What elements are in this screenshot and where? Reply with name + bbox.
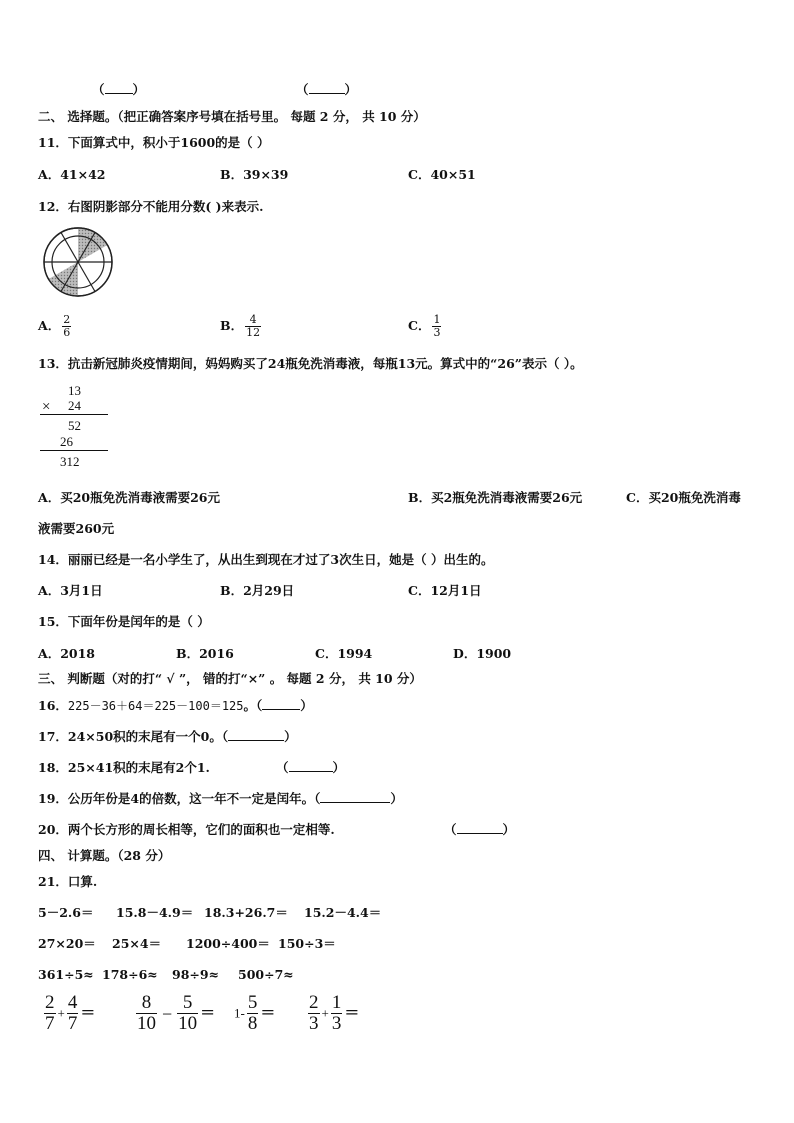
fraction: [245, 314, 261, 339]
fraction: [177, 993, 198, 1034]
calc-item: 27×20＝: [38, 936, 96, 951]
partial-product-2: 26: [60, 434, 73, 449]
question-text: 17．24×50积的末尾有一个0。（: [38, 729, 229, 744]
q12-option-a[interactable]: [38, 314, 73, 339]
plus-sign: +: [57, 1005, 65, 1021]
numerator: 4: [67, 992, 78, 1013]
section-2-title: 二、 选择题。（把正确答案序号填在括号里。 每题 2 分， 共 10 分）: [38, 109, 426, 124]
fraction: [432, 314, 441, 339]
expression: 225－36＋64＝225－100＝125: [67, 699, 244, 713]
denominator: 12: [246, 326, 261, 339]
vertical-multiplication: [38, 383, 110, 471]
denominator: 10: [178, 1013, 198, 1034]
plus-sign: +: [321, 1005, 329, 1021]
fraction-expression-4: [306, 993, 359, 1034]
question-text: 18．25×41积的末尾有2个1.: [38, 760, 210, 775]
shaded-circle-figure: [36, 226, 120, 298]
paren-close: ）: [502, 822, 516, 837]
q11-option-a[interactable]: A．41×42: [38, 167, 106, 182]
fraction: [331, 993, 343, 1034]
q21-title: 21．口算.: [38, 874, 98, 889]
q15-option-d[interactable]: D．1900: [453, 646, 512, 661]
q14-option-c[interactable]: C．12月1日: [408, 583, 482, 598]
numerator: 4: [249, 313, 257, 326]
q11-stem: 11．下面算式中，积小于1600的是（ ）: [38, 135, 270, 150]
calc-item: 25×4＝: [112, 936, 162, 951]
answer-blank[interactable]: [228, 729, 284, 741]
paren-close: ）: [284, 729, 297, 744]
paren-close: ）: [132, 82, 146, 97]
fraction: [308, 993, 320, 1034]
fraction: [136, 993, 157, 1034]
fraction-expression-1: [42, 993, 95, 1034]
q15-option-b[interactable]: B．2016: [176, 646, 234, 661]
q11-option-c[interactable]: C．40×51: [408, 167, 476, 182]
denominator: 7: [67, 1013, 78, 1034]
q13-option-b[interactable]: B．买2瓶免洗消毒液需要26元: [408, 490, 583, 505]
paren-close: ）: [332, 760, 346, 775]
paren-open: （: [444, 822, 457, 837]
calc-item: 150÷3＝: [278, 936, 336, 951]
q11-option-b[interactable]: B．39×39: [220, 167, 289, 182]
question-number: 16．: [38, 698, 68, 713]
answer-blank[interactable]: [320, 791, 390, 803]
numerator: 5: [182, 992, 193, 1013]
q15-option-c[interactable]: C．1994: [315, 646, 373, 661]
top-blank-1[interactable]: [92, 82, 145, 98]
q18: [38, 760, 210, 776]
q15-stem: 15．下面年份是闰年的是（ ）: [38, 614, 210, 629]
partial-product-1: 52: [68, 418, 81, 433]
numerator: 5: [247, 992, 258, 1013]
answer-blank[interactable]: [457, 822, 503, 834]
paren-open: （: [92, 82, 105, 97]
q15-option-a[interactable]: A．2018: [38, 646, 95, 661]
fraction: [247, 993, 259, 1034]
section-4-title: 四、 计算题。（28 分）: [38, 848, 171, 863]
q12-stem: 12．右图阴影部分不能用分数( )来表示.: [38, 199, 264, 214]
denominator: 3: [331, 1013, 342, 1034]
q13-option-a[interactable]: A．买20瓶免洗消毒液需要26元: [38, 490, 220, 505]
calc-item: 98÷9≈: [172, 967, 220, 982]
calc-item: 18.3+26.7＝: [204, 905, 288, 920]
question-text: 19．公历年份是4的倍数，这一年不一定是闰年。（: [38, 791, 321, 806]
paren-close: ）: [390, 791, 403, 806]
calc-item: 361÷5≈: [38, 967, 94, 982]
answer-blank[interactable]: [309, 82, 345, 94]
answer-blank[interactable]: [289, 760, 333, 772]
option-label: A．: [38, 318, 61, 333]
multiplicand: 13: [68, 383, 81, 398]
q12-option-c[interactable]: [408, 314, 443, 339]
denominator: 8: [247, 1013, 258, 1034]
q14-option-a[interactable]: A．3月1日: [38, 583, 103, 598]
equals-sign: ＝: [260, 1005, 276, 1022]
numerator: 1: [433, 313, 441, 326]
numerator: 8: [141, 992, 152, 1013]
q20: [38, 822, 335, 838]
q12-option-b[interactable]: [220, 314, 263, 339]
fraction: [44, 993, 56, 1034]
equals-sign: ＝: [344, 1005, 360, 1022]
answer-blank[interactable]: [262, 698, 300, 710]
one-minus: 1-: [234, 1005, 245, 1021]
calc-item: 15.2－4.4＝: [304, 905, 382, 920]
numerator: 1: [331, 992, 342, 1013]
paren-open: （: [296, 82, 309, 97]
answer-blank[interactable]: [105, 82, 133, 94]
calc-item: 1200÷400＝: [186, 936, 270, 951]
q13-option-c[interactable]: C．买20瓶免洗消毒: [626, 490, 741, 505]
calc-item: 500÷7≈: [238, 967, 294, 982]
q13-stem: 13．抗击新冠肺炎疫情期间，妈妈购买了24瓶免洗消毒液，每瓶13元。算式中的“26”表示（ ）。: [38, 356, 583, 371]
calc-item: 178÷6≈: [102, 967, 158, 982]
q20-answer[interactable]: [444, 822, 515, 838]
fraction: [62, 314, 71, 339]
fraction: [67, 993, 79, 1034]
paren-open: 。（: [243, 698, 263, 713]
fraction-expression-2: [134, 993, 215, 1034]
denominator: 3: [433, 326, 441, 339]
question-text: 20．两个长方形的周长相等，它们的面积也一定相等.: [38, 822, 335, 837]
q19: [38, 791, 403, 807]
minus-sign: −: [162, 1003, 173, 1024]
paren-open: （: [276, 760, 289, 775]
q14-option-b[interactable]: B．2月29日: [220, 583, 295, 598]
q17: [38, 729, 297, 745]
paren-close: ）: [300, 698, 313, 713]
paren-close: ）: [344, 82, 358, 97]
divider-line: [40, 414, 108, 415]
calc-item: 15.8－4.9＝: [116, 905, 194, 920]
denominator: 7: [45, 1013, 55, 1034]
q13-option-c-continued: 液需要260元: [38, 521, 115, 536]
numerator: 2: [45, 992, 55, 1013]
divider-line: [40, 450, 108, 451]
denominator: 10: [137, 1013, 156, 1034]
numerator: 2: [309, 992, 319, 1013]
equals-sign: ＝: [200, 1005, 216, 1022]
q16: [38, 698, 313, 714]
calc-item: 5－2.6＝: [38, 905, 94, 920]
fraction-expression-3: [234, 993, 275, 1034]
multiplier: 24: [68, 398, 81, 413]
numerator: 2: [63, 313, 71, 326]
option-label: C．: [408, 318, 431, 333]
denominator: 3: [309, 1013, 319, 1034]
section-3-title: 三、 判断题（对的打“ √ ”， 错的打“×” 。 每题 2 分， 共 10 分）: [38, 671, 422, 686]
top-blank-2[interactable]: [296, 82, 357, 98]
q14-stem: 14．丽丽已经是一名小学生了，从出生到现在才过了3次生日，她是（ ）出生的。: [38, 552, 494, 567]
denominator: 6: [63, 326, 71, 339]
equals-sign: ＝: [80, 1005, 96, 1022]
q18-answer[interactable]: [276, 760, 345, 776]
option-label: B．: [220, 318, 244, 333]
product-result: 312: [60, 454, 80, 469]
times-sign: ×: [42, 399, 51, 415]
